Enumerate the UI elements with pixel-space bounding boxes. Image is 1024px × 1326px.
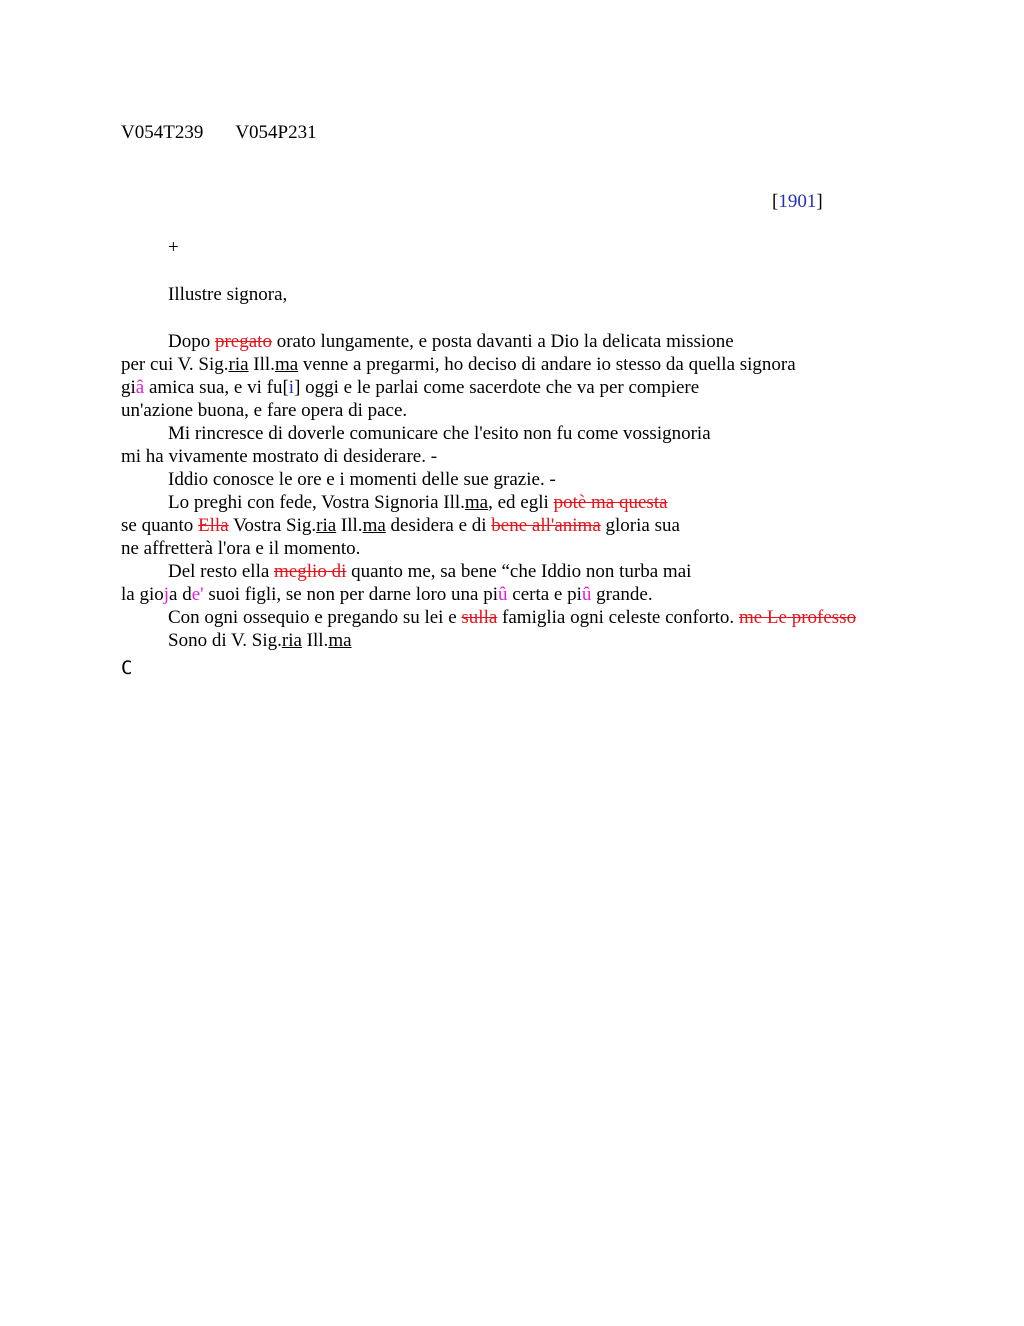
- editorial-insertion: i: [288, 377, 295, 398]
- code-t: V054T239: [121, 122, 204, 143]
- text-segment: Del resto ella: [168, 561, 275, 582]
- text-segment: Lo preghi con fede, Vostra Signoria Ill.: [168, 492, 465, 513]
- text-segment: Iddio conosce le ore e i momenti delle sue grazie. -: [168, 469, 556, 490]
- salutation: Illustre signora,: [168, 284, 288, 305]
- text-segment: Dopo: [168, 331, 215, 352]
- text-line: [121, 422, 941, 445]
- text-segment: grande.: [591, 584, 653, 605]
- text-segment: oggi e le parlai come sacerdote che va per compiere: [300, 377, 700, 398]
- text-segment: per cui V. Sig.: [121, 354, 229, 375]
- text-segment: Vostra Sig.: [228, 515, 317, 536]
- text-segment: mi ha vivamente mostrato di desiderare. -: [121, 446, 438, 467]
- text-segment: Ill.: [336, 515, 363, 536]
- text-segment: Ill.: [301, 630, 329, 651]
- abbreviation: ria: [281, 630, 302, 651]
- text-segment: a d: [169, 584, 192, 605]
- abbreviation: ria: [228, 354, 249, 375]
- text-line: [121, 399, 941, 422]
- deleted-text: meglio di: [274, 561, 347, 582]
- text-line: [121, 560, 941, 583]
- text-line: [121, 445, 941, 468]
- footer-mark: C: [121, 657, 133, 679]
- text-segment: Ill.: [248, 354, 275, 375]
- deleted-text: Ella: [198, 515, 229, 536]
- deleted-text: me Le professo: [738, 607, 857, 628]
- deleted-text: bene all'anima: [491, 515, 601, 536]
- text-segment: [: [282, 377, 289, 398]
- corrected-char: e': [191, 584, 204, 605]
- corrected-char: j: [163, 584, 170, 605]
- closing-line: [121, 629, 941, 652]
- abbreviation: ma: [362, 515, 386, 536]
- text-segment: ]: [816, 191, 823, 212]
- document-codes: [121, 122, 317, 144]
- text-segment: , ed egli: [488, 492, 554, 513]
- corrected-char: â: [135, 377, 145, 398]
- text-line: [121, 353, 941, 376]
- code-p: V054P231: [235, 122, 317, 143]
- letter-body: [121, 330, 941, 652]
- text-segment: Sono di V. Sig.: [168, 630, 282, 651]
- deleted-text: sulla: [461, 607, 498, 628]
- text-segment: famiglia ogni celeste conforto.: [497, 607, 739, 628]
- date-year: 1901: [778, 191, 817, 212]
- text-segment: Con ogni ossequio e pregando su lei e: [168, 607, 462, 628]
- text-line: [121, 468, 941, 491]
- abbreviation: ria: [316, 515, 337, 536]
- text-segment: gloria sua: [600, 515, 680, 536]
- text-segment: orato lungamente, e posta davanti a Dio la delicata missione: [271, 331, 734, 352]
- text-line: [121, 376, 941, 399]
- letter-date: [772, 191, 823, 213]
- abbreviation: ma: [464, 492, 489, 513]
- text-line: [121, 583, 941, 606]
- cross-mark: +: [168, 237, 179, 258]
- text-segment: ]: [294, 377, 301, 398]
- text-segment: amica sua, e vi fu: [144, 377, 283, 398]
- text-segment: un'azione buona, e fare opera di pace.: [121, 400, 408, 421]
- corrected-char: û: [581, 584, 592, 605]
- text-segment: suoi figli, se non per darne loro una pi: [203, 584, 499, 605]
- text-segment: quanto me, sa bene “che Iddio non turba mai: [346, 561, 692, 582]
- corrected-char: û: [498, 584, 508, 605]
- text-line: [121, 514, 941, 537]
- text-segment: [: [772, 191, 779, 212]
- text-segment: gi: [121, 377, 136, 398]
- text-segment: la gio: [121, 584, 164, 605]
- text-segment: venne a pregarmi, ho deciso di andare io stesso da quella signora: [298, 354, 796, 375]
- deleted-text: pregato: [214, 331, 272, 352]
- abbreviation: ma: [328, 630, 352, 651]
- text-segment: ne affretterà l'ora e il momento.: [121, 538, 361, 559]
- text-line: [121, 606, 941, 629]
- text-line: [121, 491, 941, 514]
- text-line: [121, 537, 941, 560]
- deleted-text: potè ma questa: [553, 492, 668, 513]
- text-segment: Mi rincresce di doverle comunicare che l'esito non fu come vossignoria: [168, 423, 711, 444]
- text-line: [121, 330, 941, 353]
- text-segment: certa e pi: [507, 584, 582, 605]
- abbreviation: ma: [274, 354, 299, 375]
- text-segment: desidera e di: [385, 515, 492, 536]
- text-segment: se quanto: [121, 515, 199, 536]
